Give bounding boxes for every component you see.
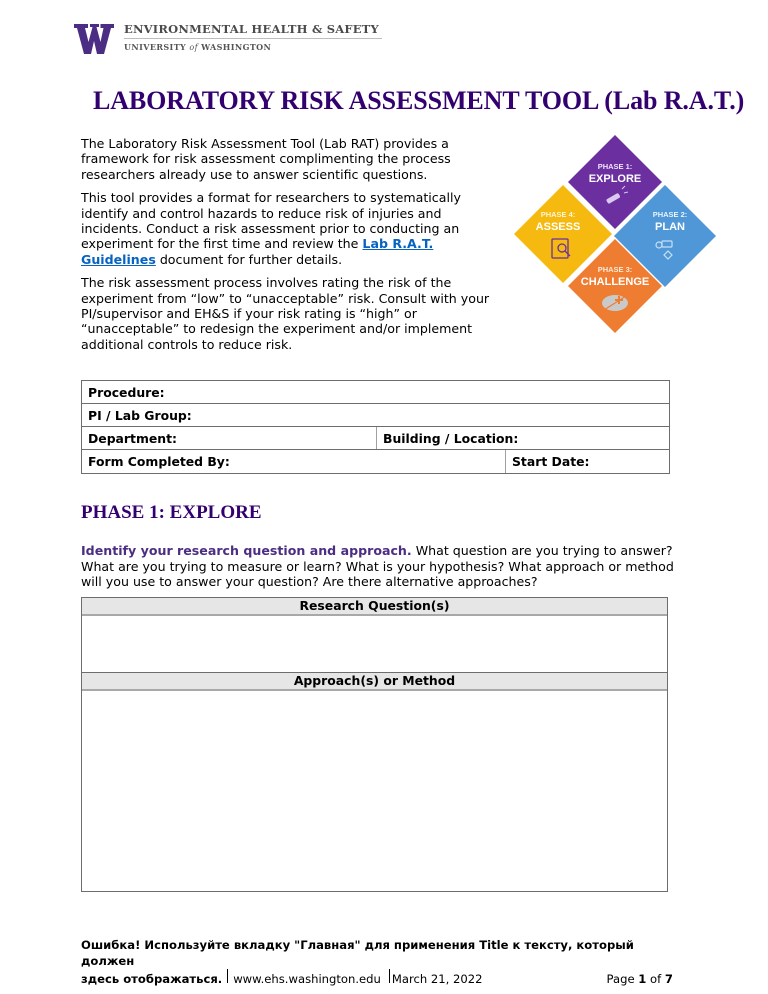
page-footer [81, 937, 673, 987]
svg-text:EXPLORE: EXPLORE [588, 173, 642, 185]
uw-w-logo-icon [74, 24, 114, 54]
start-date-field[interactable]: Start Date: [505, 450, 669, 473]
research-question-input-area[interactable] [82, 616, 667, 673]
intro-text [81, 136, 496, 360]
footer-error-text: Ошибка! Используйте вкладку "Главная" для применения Title к тексту, который должен [81, 938, 634, 968]
phase-cycle-graphic [512, 133, 718, 339]
svg-text:ASSESS: ASSESS [535, 221, 581, 233]
form-completed-by-field[interactable]: Form Completed By: [88, 454, 230, 469]
department-field[interactable]: Department: [88, 431, 177, 446]
footer-divider [389, 969, 390, 983]
speech-bubbles-icon [602, 295, 628, 311]
completed-by-date-row [82, 450, 669, 473]
approach-method-input-area[interactable] [82, 691, 667, 891]
pi-lab-group-row[interactable] [82, 404, 669, 427]
phase-1-instruction [81, 543, 681, 590]
intro-paragraph-1: The Laboratory Risk Assessment Tool (Lab RAT) provides a framework for risk assessment complimenting the process researchers already use to answer scientific questions. [81, 136, 451, 182]
building-location-field[interactable]: Building / Location: [376, 427, 669, 449]
footer-date: March 21, 2022 [391, 972, 483, 986]
instruction-lead: Identify your research question and approach. [81, 543, 412, 558]
university-name: UNIVERSITY of WASHINGTON [124, 42, 272, 52]
approach-method-header: Approach(s) or Method [82, 673, 667, 691]
procedure-row[interactable] [82, 381, 669, 404]
footer-divider [227, 969, 228, 983]
instruction-body: What question are you trying to answer? What are you trying to measure or learn? What is your hypothesis? What approach or method will you use to answer your question? Are there alternative approaches? [81, 543, 674, 590]
footer-error-text-2: здесь отображаться. [81, 972, 223, 986]
svg-text:PLAN: PLAN [655, 221, 685, 233]
pi-lab-group-label: PI / Lab Group: [88, 408, 192, 423]
intro-paragraph-2: This tool provides a format for researchers to systematically identify and control hazards to reduce risk of injuries and incidents. Conduct a risk assessment prior to conducting an experiment for the first time and review the Lab R.A.T. Guidelines document for further details. [81, 190, 461, 267]
intro-paragraph-3: The risk assessment process involves rating the risk of the experiment from “low” to “unacceptable” risk. Consult with your PI/supervisor and EH&S if your risk rating is “high” or “unacceptable” to redesign the experiment and/or implement additional controls to reduce risk. [81, 275, 490, 352]
procedure-info-form [81, 380, 670, 474]
svg-text:PHASE 3:: PHASE 3: [597, 265, 633, 274]
svg-text:PHASE 1:: PHASE 1: [597, 162, 633, 171]
lab-rat-guidelines-link[interactable]: Lab R.A.T. Guidelines [81, 236, 434, 267]
page-number: Page 1 of 7 [606, 972, 673, 986]
svg-text:CHALLENGE: CHALLENGE [580, 276, 650, 288]
footer-website: www.ehs.washington.edu [233, 972, 381, 986]
research-approach-table [81, 597, 668, 892]
research-question-header: Research Question(s) [82, 598, 667, 616]
org-name: ENVIRONMENTAL HEALTH & SAFETY [124, 22, 382, 39]
svg-text:PHASE 4:: PHASE 4: [540, 210, 576, 219]
document-title: LABORATORY RISK ASSESSMENT TOOL (Lab R.A.T.) [93, 86, 745, 115]
procedure-label: Procedure: [88, 385, 165, 400]
department-building-row [82, 427, 669, 450]
svg-text:PHASE 2:: PHASE 2: [652, 210, 688, 219]
phase-1-heading: PHASE 1: EXPLORE [81, 502, 262, 523]
ehs-logo [74, 22, 382, 56]
